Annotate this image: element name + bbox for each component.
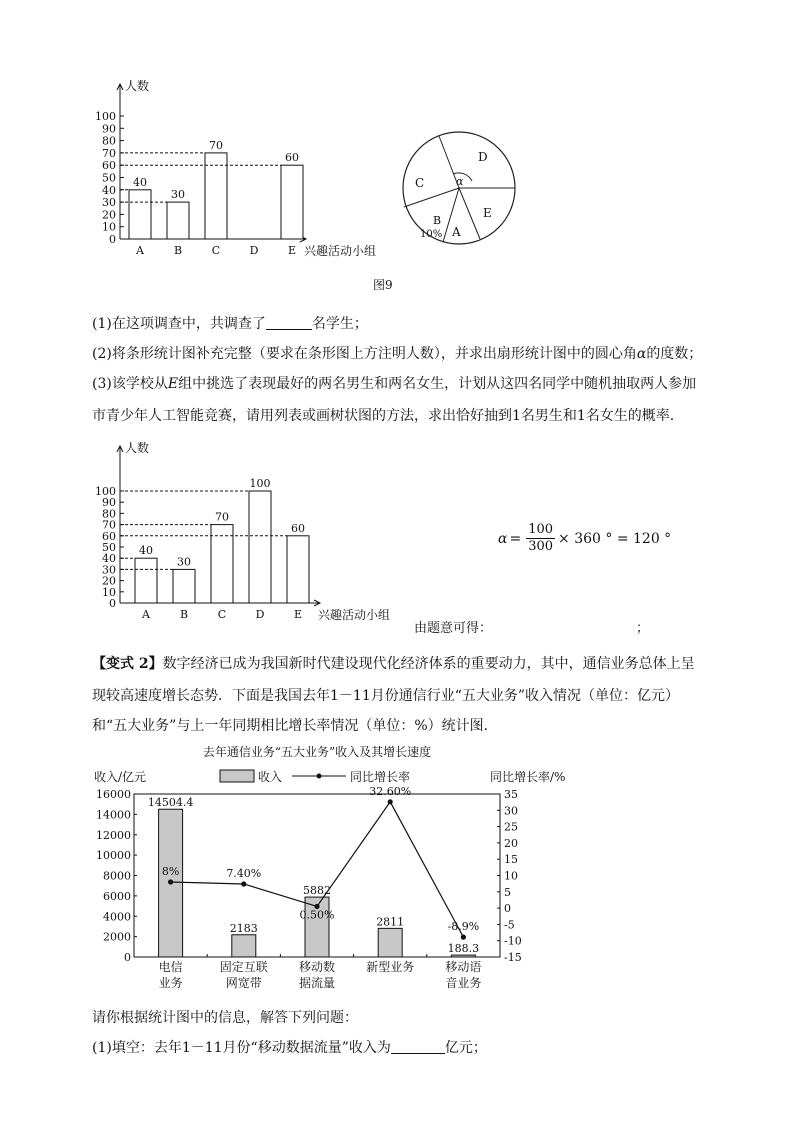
x-tick-label: C (211, 244, 221, 257)
y-tick-label: 60 (102, 159, 116, 173)
variant-line-3: 和“五大业务”与上一年同期相比增长率情况（单位：%）统计图. (92, 718, 489, 734)
data-label: 30 (171, 188, 185, 202)
fill-question-tail: 亿元； (444, 1040, 487, 1056)
legend-label-bar: 收入 (258, 770, 283, 784)
angle-formula (498, 522, 671, 555)
figure9-pie-chart (395, 118, 535, 258)
growth-label: 8% (161, 865, 180, 879)
pie-label-b: B (433, 214, 442, 227)
growth-point (168, 879, 173, 884)
x-tick-label: A (136, 244, 144, 257)
y-tick-label: 0 (109, 233, 116, 246)
x-tick-label: A (142, 608, 150, 621)
group-e: E (167, 376, 179, 392)
answer-bar-chart (88, 440, 438, 630)
y-tick-label: 4000 (103, 910, 131, 924)
question-1-text: (1)在这项调查中，共调查了 (92, 316, 266, 332)
legend-marker (317, 774, 322, 779)
growth-label: 7.40% (226, 866, 262, 880)
data-label: 40 (139, 544, 153, 558)
question-1-tail: 名学生； (311, 316, 368, 332)
x-tick-label: 据流量 (298, 976, 336, 990)
variant-fill-question (92, 1038, 487, 1058)
bar (135, 558, 157, 603)
pie-label-a: A (452, 225, 461, 239)
y-tick-label: 100 (95, 110, 116, 123)
y-tick-label: 20 (102, 574, 116, 588)
x-tick-label: 新型业务 (366, 960, 415, 974)
growth-label: -8.9% (447, 920, 480, 934)
data-label: 30 (177, 555, 191, 569)
bar (173, 569, 195, 603)
y-tick-label: 30 (102, 196, 116, 210)
data-label: 40 (133, 175, 147, 189)
x-tick-label: D (249, 244, 259, 257)
variant-text-1: 数字经济已成为我国新时代建设现代化经济体系的重要动力，其中，通信业务总体上呈 (162, 656, 695, 672)
figure-caption: 图9 (373, 278, 393, 292)
variant-instruction: 请你根据统计图中的信息，解答下列问题： (92, 1010, 358, 1026)
data-label: 70 (209, 138, 223, 152)
legend-label-line: 同比增长率 (350, 770, 411, 784)
y-tick-label: 70 (102, 518, 116, 532)
bar (249, 491, 271, 603)
y-tick-label: 0 (109, 597, 116, 610)
question-3 (92, 374, 696, 394)
x-tick-label: C (217, 608, 227, 621)
x-tick-label: 音业务 (445, 976, 482, 990)
bar-value-label: 2811 (376, 915, 405, 929)
answer-blank (266, 315, 312, 330)
legend-swatch-bar (220, 770, 254, 782)
bar (451, 955, 475, 957)
y-tick-label: 8000 (103, 869, 131, 883)
y2-tick-label: 5 (504, 885, 511, 899)
growth-point (241, 881, 246, 886)
y2-tick-label: 20 (504, 836, 518, 850)
y-tick-label: 90 (102, 496, 116, 510)
y-tick-label: 10 (102, 220, 116, 234)
y-axis-label: 人数 (125, 441, 150, 455)
y-tick-label: 80 (102, 507, 116, 521)
y-tick-label: 100 (95, 485, 116, 498)
x-tick-label: B (173, 244, 183, 257)
y-tick-label: 10000 (96, 849, 131, 863)
pie-edge (404, 188, 459, 207)
pie-percent-label: 10% (420, 229, 443, 240)
y-tick-label: 12000 (96, 828, 131, 842)
chart-title: 去年通信业务“五大业务”收入及其增长速度 (202, 745, 432, 759)
x-axis-label: 兴趣活动小组 (318, 608, 391, 622)
y-tick-label: 2000 (103, 930, 131, 944)
fill-question-text: (1)填空：去年1－11月份“移动数据流量”收入为 (92, 1040, 391, 1056)
variant-line-1 (92, 654, 695, 674)
y-tick-label: 50 (102, 171, 116, 185)
pie-label-d: D (478, 150, 488, 164)
formula-fraction (526, 522, 555, 555)
x-tick-label: 移动数 (298, 960, 336, 974)
x-tick-label: E (287, 244, 297, 257)
answer-note: 由题意可得： (414, 621, 493, 636)
question-3-text: (3)该学校从 (92, 376, 168, 392)
question-1 (92, 314, 368, 334)
y-tick-label: 60 (102, 529, 116, 543)
y2-tick-label: 25 (504, 820, 518, 834)
formula-alpha: α (498, 530, 508, 547)
x-tick-label: B (179, 608, 189, 621)
answer-blank (391, 1039, 445, 1054)
x-axis-label: 兴趣活动小组 (304, 244, 377, 258)
bar (211, 525, 233, 603)
x-tick-label: E (293, 608, 303, 621)
pie-angle-label: α (456, 175, 464, 188)
alpha-symbol: α (636, 346, 647, 362)
y2-tick-label: 30 (504, 804, 518, 818)
bar-value-label: 188.3 (447, 942, 480, 956)
bar (281, 165, 303, 239)
variant-tag: 【变式 2】 (92, 656, 163, 672)
y2-tick-label: 35 (504, 788, 518, 801)
question-2-text: (2)将条形统计图补充完整（要求在条形图上方注明人数），并求出扇形统计图中的圆心角 (92, 346, 637, 362)
figure9-bar-chart (88, 78, 438, 263)
y-tick-label: 90 (102, 122, 116, 136)
y-tick-label: 20 (102, 208, 116, 222)
formula-denominator: 300 (528, 539, 554, 554)
x-tick-label: 业务 (158, 976, 183, 990)
y-tick-label: 40 (102, 552, 116, 566)
y2-axis-label: 同比增长率/% (490, 770, 566, 784)
bar (378, 928, 402, 957)
x-tick-label: D (255, 608, 265, 621)
y-axis-label: 收入/亿元 (94, 770, 147, 784)
data-label: 60 (291, 521, 305, 535)
y2-tick-label: -10 (504, 934, 522, 948)
formula-equals: = (509, 530, 522, 547)
y-tick-label: 6000 (103, 889, 131, 903)
pie-edge (459, 188, 480, 239)
data-label: 70 (215, 510, 229, 524)
y-tick-label: 16000 (96, 788, 131, 801)
formula-numerator: 100 (528, 522, 554, 537)
y2-tick-label: 0 (504, 902, 511, 916)
data-label: 60 (285, 151, 299, 165)
y-tick-label: 30 (102, 563, 116, 577)
pie-label-e: E (483, 206, 492, 220)
y-tick-label: 70 (102, 146, 116, 160)
bar-value-label: 5882 (303, 884, 331, 898)
y-tick-label: 40 (102, 183, 116, 197)
x-tick-label: 网宽带 (225, 976, 262, 990)
question-2 (92, 344, 702, 364)
data-label: 100 (249, 477, 271, 490)
x-tick-label: 固定互联 (219, 960, 268, 974)
y-axis-label: 人数 (125, 79, 150, 93)
x-tick-label: 移动语 (445, 960, 482, 974)
y2-tick-label: 10 (504, 869, 518, 883)
y-tick-label: 10 (102, 585, 116, 599)
bar (205, 153, 227, 239)
growth-label: 0.50% (299, 908, 335, 922)
y-tick-label: 14000 (96, 808, 131, 822)
variant-line-2: 现较高速度增长态势．下面是我国去年1－11月份通信行业“五大业务”收入情况（单位：亿元） (92, 688, 680, 704)
answer-semicolon: ； (636, 621, 650, 636)
y-tick-label: 50 (102, 541, 116, 554)
bar (232, 935, 256, 957)
bar (129, 190, 151, 239)
telecom-combo-chart (92, 740, 566, 1005)
y-tick-label: 80 (102, 134, 116, 148)
formula-result: × 360 ° = 120 ° (558, 530, 672, 547)
question-3-text-b: 组中挑选了表现最好的两名男生和两名女生，计划从这四名同学中随机抽取两人参加 (178, 376, 697, 392)
bar-value-label: 2183 (229, 921, 258, 935)
bar-value-label: 14504.4 (147, 796, 194, 810)
y2-tick-label: -15 (504, 951, 522, 964)
bar (167, 202, 189, 239)
y2-tick-label: -5 (504, 918, 515, 932)
growth-label: 32.60% (369, 784, 412, 798)
question-2-tail: 的度数； (646, 346, 703, 362)
y-tick-label: 0 (124, 951, 131, 964)
growth-point (461, 935, 466, 940)
growth-point (388, 799, 393, 804)
question-3-line2: 市青少年人工智能竞赛，请用列表或画树状图的方法，求出恰好抽到1名男生和1名女生的概率. (92, 408, 675, 424)
bar (287, 536, 309, 603)
pie-label-c: C (415, 176, 425, 190)
y2-tick-label: 15 (504, 853, 518, 867)
x-tick-label: 电信 (158, 960, 183, 974)
